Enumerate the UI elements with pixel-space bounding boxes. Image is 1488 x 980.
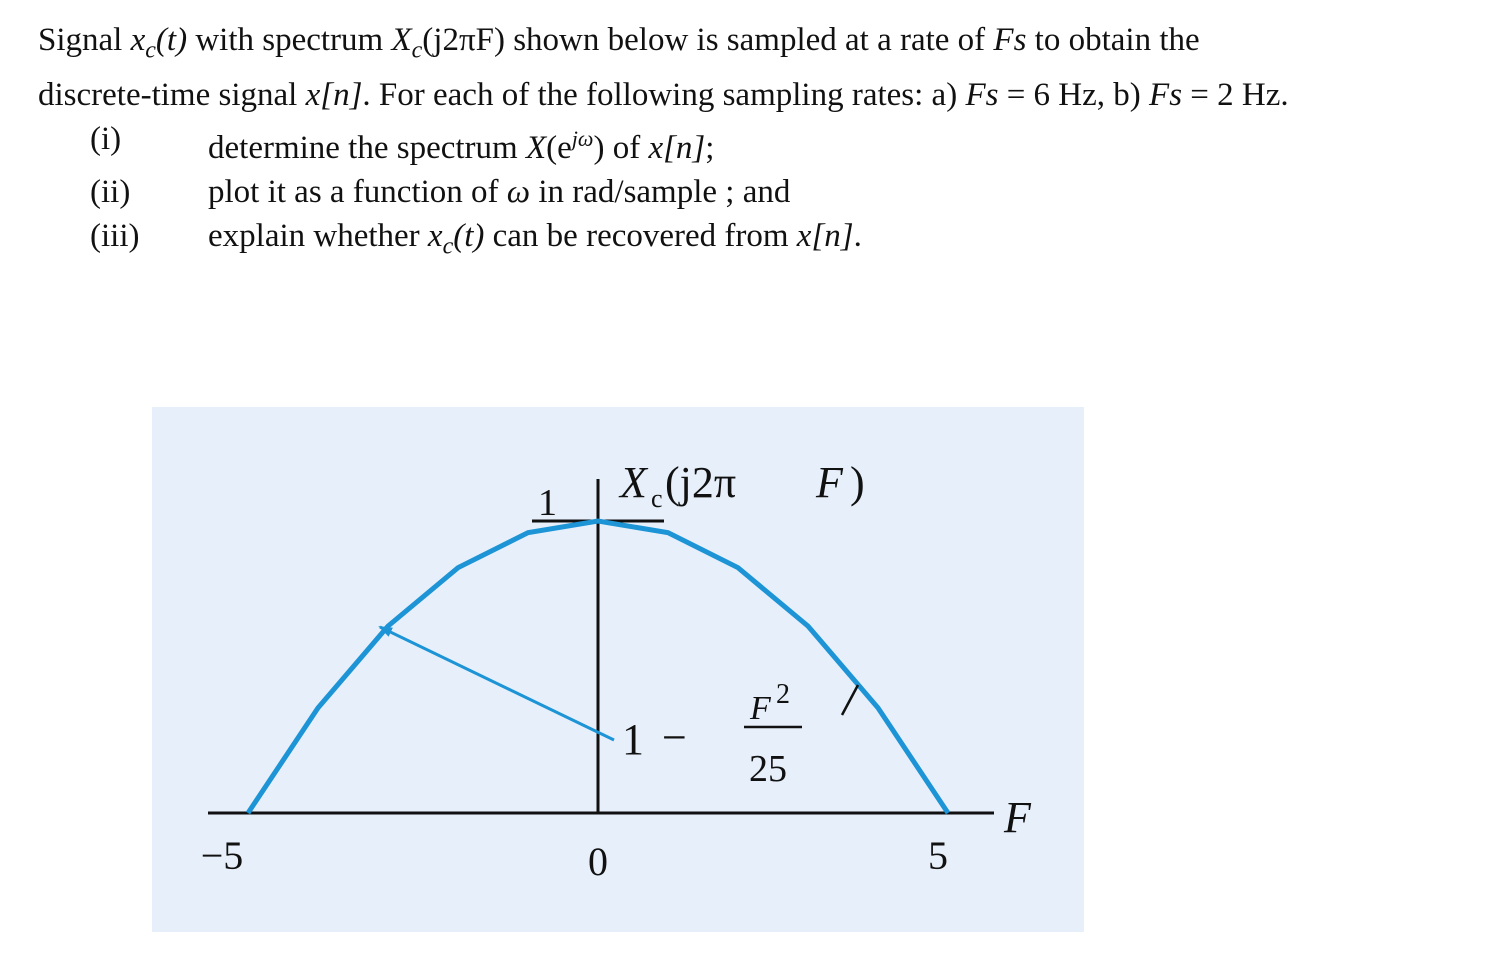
title-var: F (816, 458, 843, 507)
text: ; (705, 129, 715, 166)
text: ) (593, 129, 605, 166)
formula-minus: − (662, 713, 687, 762)
x-tick-label-0: 0 (588, 839, 608, 884)
var-X: X (525, 129, 547, 166)
curve-formula (622, 679, 802, 790)
task-label: (iii) (90, 217, 140, 254)
task-text (208, 214, 862, 269)
title-close: ) (850, 458, 865, 507)
task-label: (i) (90, 120, 122, 157)
text: discrete-time signal (38, 76, 306, 113)
task-item (90, 170, 1478, 214)
text: plot it as a function of (208, 173, 507, 210)
spectrum-figure (152, 407, 1084, 932)
text: determine the spectrum (208, 129, 526, 166)
text: . (853, 217, 862, 254)
var-x: x (427, 217, 443, 254)
formula-numerator: F (750, 690, 771, 727)
problem-line-1 (38, 18, 1478, 73)
task-label: (ii) (90, 173, 131, 210)
subscript: c (442, 233, 454, 260)
var-omega: ω (506, 173, 531, 210)
x-axis-label: F (1004, 793, 1031, 842)
text: (j2πF) (422, 22, 505, 58)
task-list (90, 117, 1478, 269)
formula-one: 1 (622, 715, 644, 764)
text: shown below is sampled at a rate of (504, 22, 994, 58)
text: explain whether (208, 217, 428, 254)
text: can be recovered from (484, 217, 797, 254)
text: = 6 Hz, b) (998, 76, 1150, 113)
var-x: x (796, 217, 812, 254)
text: . For each of the following sampling rates: a) (362, 76, 966, 113)
y-tick-label: 1 (538, 482, 557, 524)
problem-statement (38, 18, 1478, 268)
var-t: (t) (453, 217, 485, 254)
text: in rad/sample ; and (530, 173, 791, 210)
text: to obtain the (1026, 22, 1200, 58)
pointer-arrow-left (380, 627, 614, 740)
var-n: [n] (811, 217, 854, 254)
task-item (90, 117, 1478, 170)
text: = 2 Hz. (1182, 76, 1289, 113)
formula-exponent: 2 (776, 679, 790, 710)
axes (208, 479, 994, 813)
var-t: (t) (155, 22, 188, 58)
var-x: x (305, 76, 321, 113)
var-x: x (130, 22, 146, 58)
task-text (208, 117, 714, 170)
task-item (90, 214, 1478, 269)
pointer-arrow-right (842, 685, 858, 715)
var-X: X (391, 22, 412, 58)
text: with spectrum (187, 22, 392, 58)
x-tick-label-5: 5 (928, 833, 948, 878)
subscript: c (145, 37, 156, 64)
task-text (208, 170, 790, 214)
var-x: x (648, 129, 664, 166)
superscript: jω (571, 125, 594, 151)
x-tick-label-neg5: −5 (200, 833, 244, 878)
var-Fs: Fs (993, 22, 1027, 58)
var-n: [n] (663, 129, 706, 166)
text: (e (546, 129, 572, 166)
subscript: c (411, 37, 423, 64)
problem-line-2 (38, 73, 1478, 117)
spectrum-plot (152, 407, 1084, 932)
title-main: X (620, 458, 647, 507)
var-n: [n] (320, 76, 363, 113)
text: of (604, 129, 649, 166)
title-sub: c (651, 484, 663, 513)
var-Fs: Fs (1149, 76, 1183, 113)
text: Signal (38, 22, 131, 58)
var-Fs: Fs (965, 76, 999, 113)
title-arg: (j2π (665, 458, 737, 507)
formula-denominator: 25 (749, 748, 787, 790)
